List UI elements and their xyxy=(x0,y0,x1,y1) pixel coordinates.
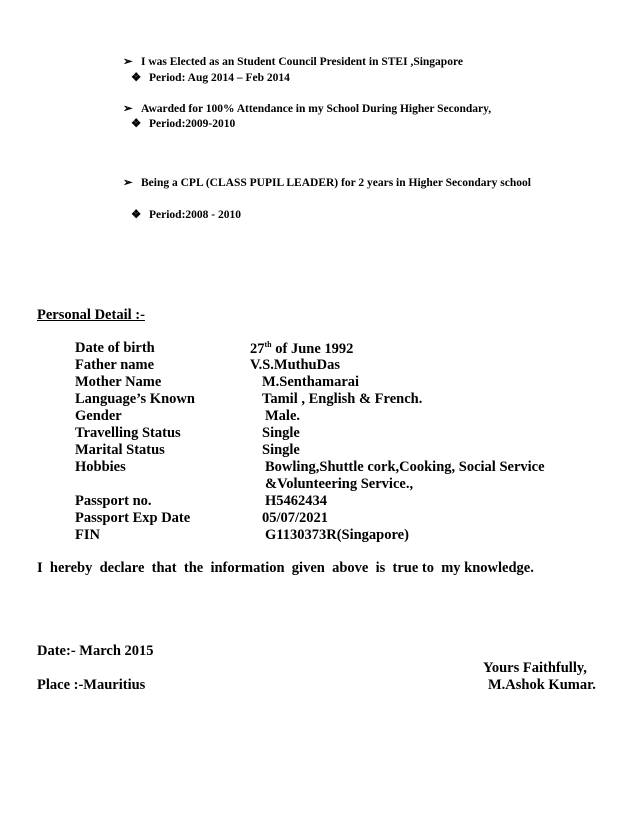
gender-value: Male. xyxy=(265,408,301,424)
declaration: I hereby declare that the information given above is true to my knowledge. xyxy=(37,560,534,576)
gender-label: Gender xyxy=(75,408,122,424)
achievement-2-text: Awarded for 100% Attendance in my School During Higher Secondary, xyxy=(141,103,492,115)
fin-value: G1130373R(Singapore) xyxy=(265,527,409,543)
achievement-1-period xyxy=(131,70,290,84)
mother-label: Mother Name xyxy=(75,374,162,390)
signature-name: M.Ashok Kumar. xyxy=(488,677,596,693)
mother-value: M.Senthamarai xyxy=(262,374,360,390)
achievement-3-text: Being a CPL (CLASS PUPIL LEADER) for 2 years in Higher Secondary school xyxy=(141,177,531,189)
passport-value: H5462434 xyxy=(265,493,328,509)
diamond-bullet-icon: ❖ xyxy=(131,118,142,130)
hobbies-label: Hobbies xyxy=(75,459,126,475)
passport-label: Passport no. xyxy=(75,493,152,509)
hobbies-value-1: Bowling,Shuttle cork,Cooking, Social Service xyxy=(265,459,545,475)
travelling-value: Single xyxy=(262,425,300,441)
father-value: V.S.MuthuDas xyxy=(250,357,340,373)
closing-line: Yours Faithfully, xyxy=(483,660,587,676)
travelling-label: Travelling Status xyxy=(75,425,181,441)
date-line: Date:- March 2015 xyxy=(37,643,154,659)
arrow-bullet-icon: ➢ xyxy=(123,56,133,68)
achievement-1 xyxy=(123,54,463,68)
passport-exp-value: 05/07/2021 xyxy=(262,510,329,526)
achievement-3 xyxy=(123,175,531,189)
achievement-1-period-text: Period: Aug 2014 – Feb 2014 xyxy=(149,72,290,84)
achievement-3-period-text: Period:2008 - 2010 xyxy=(149,209,241,221)
dob-label: Date of birth xyxy=(75,340,155,356)
dob-rest: of June 1992 xyxy=(271,340,354,357)
marital-value: Single xyxy=(262,442,300,458)
dob-day: 27 xyxy=(250,340,265,357)
father-label: Father name xyxy=(75,357,155,373)
language-value: Tamil , English & French. xyxy=(262,391,423,407)
passport-exp-label: Passport Exp Date xyxy=(75,510,191,526)
diamond-bullet-icon: ❖ xyxy=(131,209,142,221)
language-label: Language’s Known xyxy=(75,391,195,407)
marital-label: Marital Status xyxy=(75,442,165,458)
hobbies-value-2: &Volunteering Service., xyxy=(265,476,414,492)
personal-detail-heading: Personal Detail :- xyxy=(37,307,145,323)
achievement-1-text: I was Elected as an Student Council President in STEI ,Singapore xyxy=(141,56,463,68)
achievement-2 xyxy=(123,101,491,115)
fin-label: FIN xyxy=(75,527,100,543)
diamond-bullet-icon: ❖ xyxy=(131,72,142,84)
place-line: Place :-Mauritius xyxy=(37,677,146,693)
achievement-2-period-text: Period:2009-2010 xyxy=(149,118,236,130)
achievement-2-period xyxy=(131,116,235,130)
achievement-3-period xyxy=(131,207,241,221)
dob-value xyxy=(250,340,353,358)
arrow-bullet-icon: ➢ xyxy=(123,177,133,189)
arrow-bullet-icon: ➢ xyxy=(123,103,133,115)
dob-suffix: th xyxy=(264,340,272,349)
